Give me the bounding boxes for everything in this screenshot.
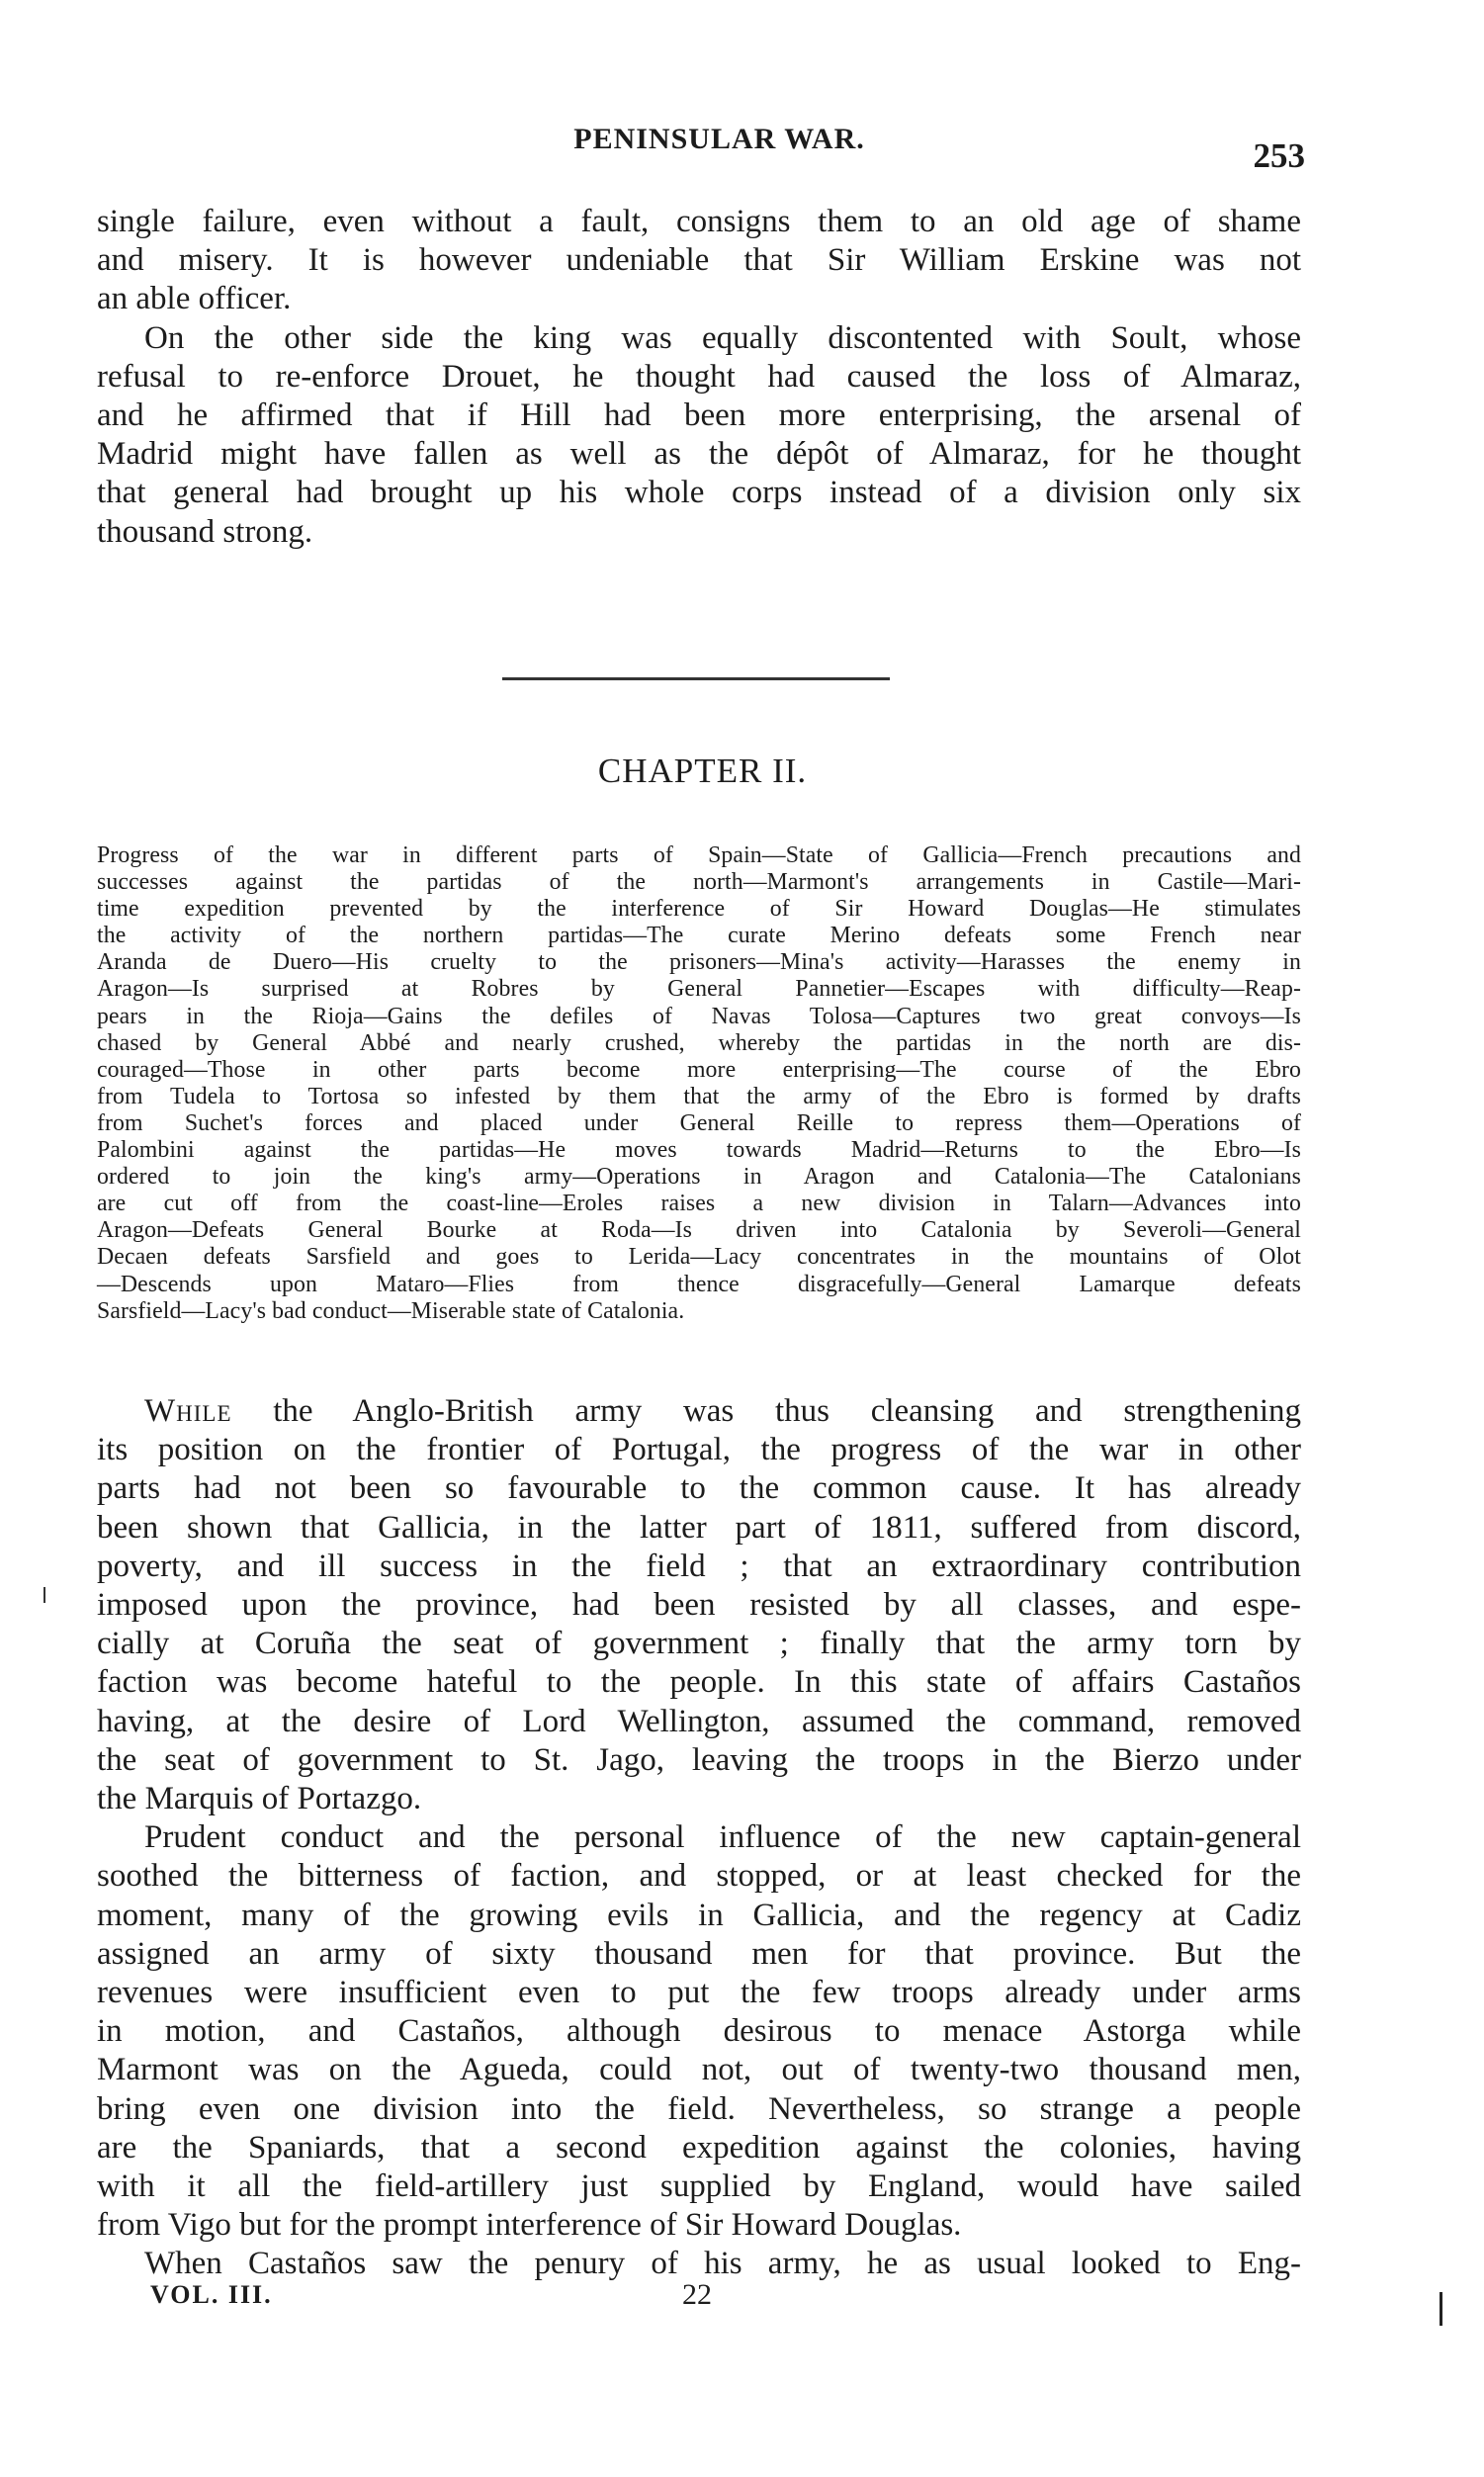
summary-line: from Suchet's forces and placed under General Reille to repress them—Operations of xyxy=(97,1109,1301,1136)
summary-line: Aranda de Duero—His cruelty to the prisoners—Mina's activity—Harasses the enemy in xyxy=(97,949,1301,976)
narrative-line: bring even one division into the field. Nevertheless, so strange a people xyxy=(97,2090,1301,2127)
narrative-line: from Vigo but for the prompt interference of Sir Howard Douglas. xyxy=(97,2207,962,2244)
narrative-line: cially at Coruña the seat of government ; finally that the army torn by xyxy=(97,1626,1301,1662)
narrative-line: soothed the bitterness of faction, and stopped, or at least checked for the xyxy=(97,1858,1301,1895)
body-line: single failure, even without a fault, consigns them to an old age of shame xyxy=(97,204,1301,239)
summary-line: chased by General Abbé and nearly crushed, whereby the partidas in the north are dis- xyxy=(97,1029,1301,1056)
narrative-line: the Marquis of Portazgo. xyxy=(97,1781,422,1817)
summary-line: Aragon—Defeats General Bourke at Roda—Is driven into Catalonia by Severoli—General xyxy=(97,1217,1301,1244)
body-line: and misery. It is however undeniable that Sir William Erskine was not xyxy=(97,242,1301,279)
opening-line-text: the Anglo-British army was thus cleansing and strengthening xyxy=(231,1393,1301,1429)
page-number: 253 xyxy=(1253,136,1305,175)
summary-line: are cut off from the coast-line—Eroles raises a new division in Talarn—Advances into xyxy=(97,1191,1301,1217)
summary-line: successes against the partidas of the north—Marmont's arrangements in Castile—Mari- xyxy=(97,869,1301,896)
volume-label: VOL. III. xyxy=(150,2280,273,2309)
summary-line: Palombini against the partidas—He moves towards Madrid—Returns to the Ebro—Is xyxy=(97,1137,1301,1164)
running-head: PENINSULAR WAR. xyxy=(573,123,865,155)
body-line: that general had brought up his whole corps instead of a division only six xyxy=(97,475,1301,511)
narrative-line: poverty, and ill success in the field ; that an extraordinary contribution xyxy=(97,1548,1301,1584)
page-header xyxy=(94,123,1305,174)
body-line: an able officer. xyxy=(97,281,292,317)
narrative-line: moment, many of the growing evils in Gallicia, and the regency at Cadiz xyxy=(97,1897,1301,1933)
chapter-summary xyxy=(97,842,1301,1325)
summary-line: Aragon—Is surprised at Robres by General Pannetier—Escapes with difficulty—Reap- xyxy=(97,976,1301,1003)
narrative-line: Prudent conduct and the personal influence of the new captain-general xyxy=(144,1819,1301,1856)
narrative-line: faction was become hateful to the people. In this state of affairs Castaños xyxy=(97,1664,1301,1701)
summary-line: ordered to join the king's army—Operations in Aragon and Catalonia—The Catalonians xyxy=(97,1164,1301,1191)
margin-tick-icon xyxy=(1439,2292,1444,2326)
narrative-line: are the Spaniards, that a second expedition against the colonies, having xyxy=(97,2129,1301,2166)
narrative-line: When Castaños saw the penury of his army, he as usual looked to Eng- xyxy=(144,2246,1301,2282)
summary-line: Decaen defeats Sarsfield and goes to Lerida—Lacy concentrates in the mountains of Olot xyxy=(97,1244,1301,1271)
summary-line: Progress of the war in different parts of Spain—State of Gallicia—French precautions and xyxy=(97,842,1301,868)
narrative-line: Marmont was on the Agueda, could not, out of twenty-two thousand men, xyxy=(97,2052,1301,2088)
body-line: and he affirmed that if Hill had been more enterprising, the arsenal of xyxy=(97,398,1301,434)
narrative-line: the seat of government to St. Jago, leaving the troops in the Bierzo under xyxy=(97,1741,1301,1778)
narrative-line: assigned an army of sixty thousand men for that province. But the xyxy=(97,1935,1301,1972)
summary-line: —Descends upon Mataro—Flies from thence disgracefully—General Lamarque defeats xyxy=(97,1271,1301,1297)
narrative-line: revenues were insufficient even to put the few troops already under arms xyxy=(97,1975,1301,2011)
body-line: Madrid might have fallen as well as the dépôt of Almaraz, for he thought xyxy=(97,436,1301,473)
opening-word: While xyxy=(144,1393,232,1429)
summary-line: time expedition prevented by the interference of Sir Howard Douglas—He stimulates xyxy=(97,896,1301,923)
chapter-text xyxy=(97,1392,1301,2284)
narrative-line: its position on the frontier of Portugal, the progress of the war in other xyxy=(97,1432,1301,1468)
narrative-line: parts had not been so favourable to the common cause. It has already xyxy=(97,1470,1301,1507)
narrative-line: having, at the desire of Lord Wellington, assumed the command, removed xyxy=(97,1703,1301,1739)
summary-line: the activity of the northern partidas—The curate Merino defeats some French near xyxy=(97,923,1301,949)
narrative-line: with it all the field-artillery just supplied by England, would have sailed xyxy=(97,2168,1301,2205)
summary-line: pears in the Rioja—Gains the defiles of Navas Tolosa—Captures two great convoys—Is xyxy=(97,1003,1301,1029)
summary-line: Sarsfield—Lacy's bad conduct—Miserable state of Catalonia. xyxy=(97,1297,685,1324)
margin-dot-icon xyxy=(42,1587,47,1603)
summary-line: couraged—Those in other parts become more enterprising—The course of the Ebro xyxy=(97,1056,1301,1083)
body-line: On the other side the king was equally discontented with Soult, whose xyxy=(144,319,1301,356)
narrative-line: been shown that Gallicia, in the latter part of 1811, suffered from discord, xyxy=(97,1509,1301,1546)
narrative-line: imposed upon the province, had been resisted by all classes, and espe- xyxy=(97,1587,1301,1624)
summary-line: from Tudela to Tortosa so infested by them that the army of the Ebro is formed by drafts xyxy=(97,1083,1301,1109)
chapter-title: CHAPTER II. xyxy=(597,752,808,790)
body-line: thousand strong. xyxy=(97,513,313,550)
section-divider xyxy=(502,677,890,680)
narrative-line: in motion, and Castaños, although desirous to menace Astorga while xyxy=(97,2013,1301,2050)
continued-paragraphs xyxy=(97,203,1301,552)
signature-mark: 22 xyxy=(682,2278,712,2311)
narrative-first-line xyxy=(97,1392,1301,1431)
body-line: refusal to re-enforce Drouet, he thought had caused the loss of Almaraz, xyxy=(97,358,1301,395)
